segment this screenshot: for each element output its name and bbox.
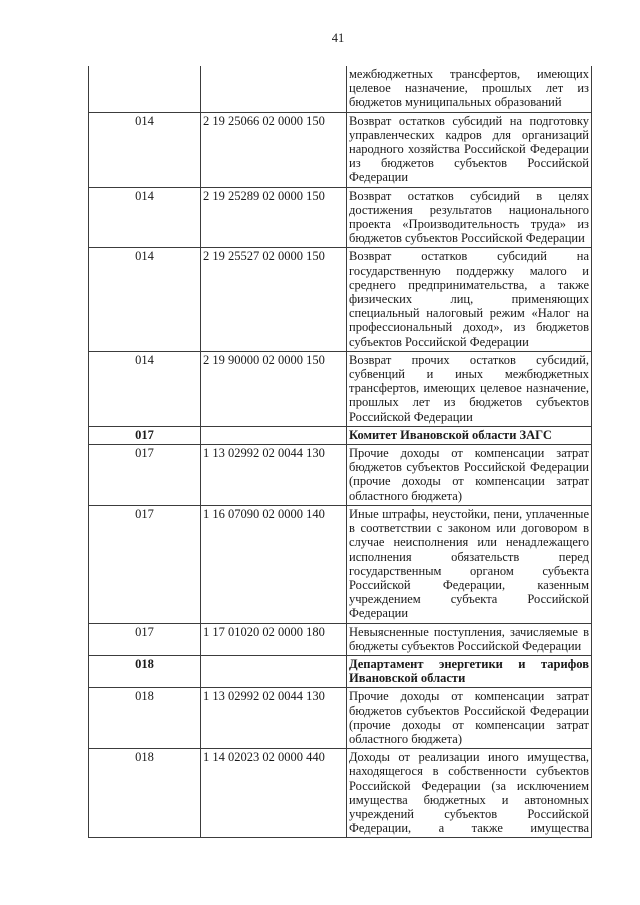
table-row: [89, 351, 592, 426]
cell-revenue-description: Доходы от реализации иного имущества, находящегося в собственности субъектов Российской Федерации (за исключением имущества бюджетных и автономных учреждений субъектов Российской Федерации, а также имущества: [347, 749, 592, 838]
cell-administrator-code: 018: [89, 688, 201, 749]
cell-revenue-description: Прочие доходы от компенсации затрат бюджетов субъектов Российской Федерации (прочие доходы от компенсации затрат областного бюджета): [347, 688, 592, 749]
table-row: [89, 688, 592, 749]
cell-budget-classification-code: 1 14 02023 02 0000 440: [201, 749, 347, 838]
table-row: [89, 445, 592, 506]
cell-administrator-code: 014: [89, 351, 201, 426]
cell-revenue-description: Возврат прочих остатков субсидий, субвенций и иных межбюджетных трансфертов, имеющих целевое назначение, прошлых лет из бюджетов субъектов Российской Федерации: [347, 351, 592, 426]
cell-budget-classification-code: 2 19 90000 02 0000 150: [201, 351, 347, 426]
cell-revenue-description: Иные штрафы, неустойки, пени, уплаченные в соответствии с законом или договором в случае неисполнения или ненадлежащего исполнения обязательств перед государственным органом субъекта Российской Федерации, казенным учреждением субъекта Российской Федерации: [347, 505, 592, 623]
cell-budget-classification-code: 2 19 25066 02 0000 150: [201, 112, 347, 187]
cell-administrator-code: 014: [89, 187, 201, 248]
cell-revenue-description: Департамент энергетики и тарифов Ивановской области: [347, 655, 592, 687]
cell-administrator-code: [89, 66, 201, 112]
table-row: [89, 623, 592, 655]
cell-administrator-code: 014: [89, 248, 201, 351]
cell-budget-classification-code: 1 17 01020 02 0000 180: [201, 623, 347, 655]
cell-administrator-code: 018: [89, 749, 201, 838]
cell-administrator-code: 017: [89, 623, 201, 655]
revenue-codes-table: [88, 66, 592, 838]
cell-budget-classification-code: 1 13 02992 02 0044 130: [201, 445, 347, 506]
table-row: [89, 248, 592, 351]
revenue-table-body: [89, 66, 592, 838]
cell-revenue-description: Возврат остатков субсидий на государственную поддержку малого и среднего предпринимательства, а также физических лиц, применяющих специальный налоговый режим «Налог на профессиональный доход», из бюджетов субъектов Российской Федерации: [347, 248, 592, 351]
cell-budget-classification-code: [201, 66, 347, 112]
table-row: [89, 505, 592, 623]
page-number: 41: [331, 31, 345, 45]
cell-administrator-code: 017: [89, 426, 201, 444]
cell-administrator-code: 014: [89, 112, 201, 187]
cell-administrator-code: 017: [89, 445, 201, 506]
table-row: [89, 749, 592, 838]
cell-revenue-description: Возврат остатков субсидий в целях достижения результатов национального проекта «Производительность труда» из бюджетов субъектов Российской Федерации: [347, 187, 592, 248]
cell-budget-classification-code: 1 16 07090 02 0000 140: [201, 505, 347, 623]
cell-administrator-code: 017: [89, 505, 201, 623]
table-row: [89, 426, 592, 444]
cell-budget-classification-code: [201, 426, 347, 444]
cell-revenue-description: Возврат остатков субсидий на подготовку управленческих кадров для организаций народного хозяйства Российской Федерации из бюджетов субъектов Российской Федерации: [347, 112, 592, 187]
cell-revenue-description: Невыясненные поступления, зачисляемые в бюджеты субъектов Российской Федерации: [347, 623, 592, 655]
cell-revenue-description: Комитет Ивановской области ЗАГС: [347, 426, 592, 444]
cell-administrator-code: 018: [89, 655, 201, 687]
cell-budget-classification-code: [201, 655, 347, 687]
cell-budget-classification-code: 2 19 25289 02 0000 150: [201, 187, 347, 248]
table-row: [89, 112, 592, 187]
cell-revenue-description: межбюджетных трансфертов, имеющих целевое назначение, прошлых лет из бюджетов муниципальных образований: [347, 66, 592, 112]
cell-budget-classification-code: 2 19 25527 02 0000 150: [201, 248, 347, 351]
table-row: [89, 187, 592, 248]
table-row: [89, 66, 592, 112]
cell-revenue-description: Прочие доходы от компенсации затрат бюджетов субъектов Российской Федерации (прочие доходы от компенсации затрат областного бюджета): [347, 445, 592, 506]
table-row: [89, 655, 592, 687]
cell-budget-classification-code: 1 13 02992 02 0044 130: [201, 688, 347, 749]
